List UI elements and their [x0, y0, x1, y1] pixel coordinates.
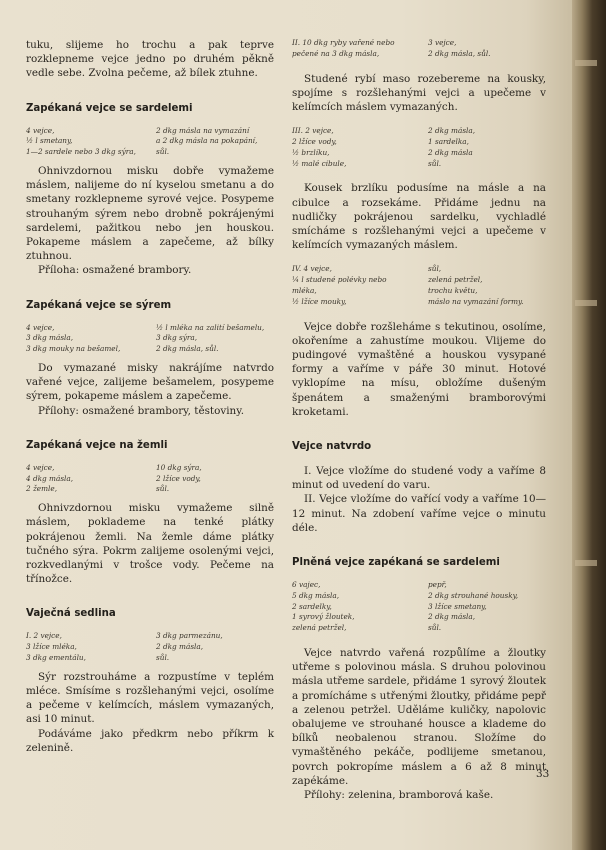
ingredient: 2 dkg másla: [428, 147, 473, 157]
ingredient: 2 dkg strouhané housky,: [428, 590, 519, 600]
section-title: Zapékaná vejce se sardelemi: [26, 102, 193, 114]
ingredient: ¼ l studené polévky nebo: [292, 275, 387, 285]
ingredient: ½ lžíce mouky,: [292, 296, 347, 306]
ingredient: pečené na 3 dkg másla,: [292, 48, 380, 58]
ingredient: 3 dkg parmezánu,: [156, 631, 223, 641]
ingredient: ½ brzlíku,: [292, 147, 330, 157]
spine-band: [575, 560, 597, 566]
ingredient: máslo na vymazání formy.: [428, 296, 524, 306]
recipe-text: Vejce natvrdo vařená rozpůlíme a žloutky utřeme s polovinou másla. S druhou polovinou másla utřeme sardele, přidáme 1 syrový žloutek a promícháme s utřenými žloutky, přidáme pepř a zelenou petržel. Uděláme kuličky, napolovic obalujeme ve strouhané housce a klademe do bílků neobalenou stranou. Složíme do vymaštěného pekáče, podlijeme smetanou, povrch pokropíme máslem a 6 až 8 minut zapékáme.: [292, 647, 546, 787]
ingredient: 2 dkg másla,: [156, 642, 204, 652]
ingredient: 2 dkg másla, sůl.: [156, 344, 219, 354]
ingredient: 2 sardelky,: [292, 601, 332, 611]
ingredient: 4 vejce,: [26, 125, 55, 135]
right-column: [292, 38, 546, 802]
ingredient: 1—2 sardele nebo 3 dkg sýra,: [26, 147, 136, 157]
ingredient: 6 vajec,: [292, 580, 321, 590]
ingredient: 3 dkg ementálu,: [26, 653, 86, 663]
ingredient: ½ l smetany,: [26, 136, 73, 146]
section-title: Plněná vejce zapékaná se sardelemi: [292, 557, 500, 569]
ingredient: sůl.: [156, 147, 170, 157]
ingredient: 3 dkg sýra,: [156, 333, 198, 343]
recipe-text: Do vymazané misky nakrájíme natvrdo vařené vejce, zalijeme bešamelem, posypeme sýrem, pokapeme máslem a zapečeme.: [26, 362, 274, 403]
ingredient: III. 2 vejce,: [292, 126, 334, 136]
recipe-text: Vejce dobře rozšleháme s tekutinou, osolíme, okořeníme a zahustíme moukou. Vlijeme do pudingové vymaštěné a houskou vysypané formy a vaříme v páře 30 minut. Hotové vyklopíme na mísu, obložíme dušeným špenátem a smaženými bramborovými kroketami.: [292, 320, 546, 418]
recipe-text: I. Vejce vložíme do studené vody a vaříme 8 minut od uvedení do varu.: [292, 465, 546, 492]
ingredient: I. 2 vejce,: [26, 631, 62, 641]
ingredients: [26, 323, 274, 355]
ingredient: 3 lžíce smetany,: [428, 601, 487, 611]
ingredients: [292, 38, 546, 60]
ingredient: a 2 dkg másla na pokapání,: [156, 136, 258, 146]
recipe-text: Studené rybí maso rozebereme na kousky, spojíme s rozšlehanými vejci a upečeme v kelímcích máslem vymazaných.: [292, 72, 546, 113]
ingredient: IV. 4 vejce,: [292, 264, 332, 274]
ingredient: trochu květu,: [428, 286, 478, 295]
recipe-text: Ohnivzdornou misku vymažeme silně máslem, poklademe na tenké plátky pokrájenou žemli. Na žemle dáme plátky tučného sýra. Pokrm zalijeme osolenými vejci, rozkvedlanými v trošce vody. Pečeme na třínožce.: [26, 502, 274, 586]
book-spine: [572, 0, 606, 850]
ingredients: [292, 580, 546, 634]
page-number: 33: [536, 768, 550, 780]
ingredients: [26, 463, 274, 495]
ingredient: sůl.: [156, 653, 170, 663]
spine-band: [575, 300, 597, 306]
section-title: Vejce natvrdo: [292, 441, 372, 453]
recipe-text: Přílohy: osmažené brambory, těstoviny.: [38, 404, 245, 417]
ingredients: [292, 264, 546, 307]
ingredient: 2 dkg másla, sůl.: [428, 48, 491, 58]
ingredient: sůl.: [428, 623, 442, 633]
ingredient: zelená petržel,: [292, 623, 347, 633]
recipe-text: Přílohy: zelenina, bramborová kaše.: [304, 789, 494, 802]
section-title: Zapékaná vejce se sýrem: [26, 299, 172, 311]
ingredient: 2 dkg másla na vymazání: [156, 125, 250, 135]
recipe-text: Příloha: osmažené brambory.: [38, 264, 192, 277]
ingredient: pepř,: [428, 580, 447, 590]
recipe-text: II. Vejce vložíme do vařící vody a vaříme 10—12 minut. Na zdobení vaříme vejce o minutu déle.: [292, 493, 546, 534]
ingredient: ½ malé cibule,: [292, 158, 347, 168]
recipe-text: Podáváme jako předkrm nebo příkrm k zelenině.: [26, 727, 274, 754]
ingredient: sůl.: [156, 484, 170, 494]
ingredient: mléka,: [292, 286, 317, 295]
recipe-text: Ohnivzdornou misku dobře vymažeme máslem, nalijeme do ní kyselou smetanu a do smetany rozklepneme syrové vejce. Posypeme strouhaným sýrem nebo drobně pokrájenými sardelemi, pažitkou nebo jen houskou. Pokapeme máslem a zapečeme, až bílky ztuhnou.: [26, 165, 274, 263]
ingredient: 3 dkg mouky na bešamel,: [26, 344, 121, 354]
intro-paragraph: tuku, slijeme ho trochu a pak teprve rozklepneme vejce jedno po druhém pěkně vedle sebe. Zvolna pečeme, až bílek ztuhne.: [26, 39, 274, 80]
ingredient: 1 syrový žloutek,: [292, 612, 355, 622]
recipe-text: Sýr rozstrouháme a rozpustíme v teplém mléce. Smísíme s rozšlehanými vejci, osolíme a pečeme v kelímcích, máslem vymazaných, asi 10 minut.: [26, 670, 274, 726]
left-column: [26, 38, 274, 755]
ingredients: [292, 126, 546, 169]
ingredient: 3 lžíce mléka,: [26, 642, 77, 652]
ingredients: [26, 126, 274, 158]
ingredient: zelená petržel,: [428, 275, 483, 285]
section-title: Zapékaná vejce na žemli: [26, 439, 168, 451]
ingredient: ½ l mléka na zalití bešamelu,: [156, 322, 265, 332]
ingredient: 1 sardelka,: [428, 137, 469, 146]
ingredient: 2 dkg másla,: [428, 612, 476, 622]
ingredient: 5 dkg másla,: [292, 590, 340, 600]
ingredient: 3 vejce,: [428, 38, 457, 47]
ingredient: 2 lžíce vody,: [292, 137, 337, 146]
ingredient: 2 lžíce vody,: [156, 473, 201, 483]
ingredient: 10 dkg sýra,: [156, 462, 202, 472]
ingredients: [26, 631, 274, 663]
section-title: Vaječná sedlina: [26, 608, 116, 620]
recipe-text: Kousek brzlíku podusíme na másle a na cibulce a rozsekáme. Přidáme jednu na nudličky pokrájenou sardelku, vychladlé smícháme s rozšlehanými vejci a upečeme v kelímcích vymazaných máslem.: [292, 182, 546, 252]
ingredient: 4 vejce,: [26, 462, 55, 472]
ingredient: II. 10 dkg ryby vařené nebo: [292, 38, 395, 47]
ingredient: 2 žemle,: [26, 484, 58, 494]
ingredient: 4 dkg másla,: [26, 473, 74, 483]
ingredient: 4 vejce,: [26, 322, 55, 332]
spine-band: [575, 60, 597, 66]
ingredient: sůl,: [428, 264, 442, 274]
ingredient: sůl.: [428, 158, 442, 168]
ingredient: 2 dkg másla,: [428, 126, 476, 136]
ingredient: 3 dkg másla,: [26, 333, 74, 343]
